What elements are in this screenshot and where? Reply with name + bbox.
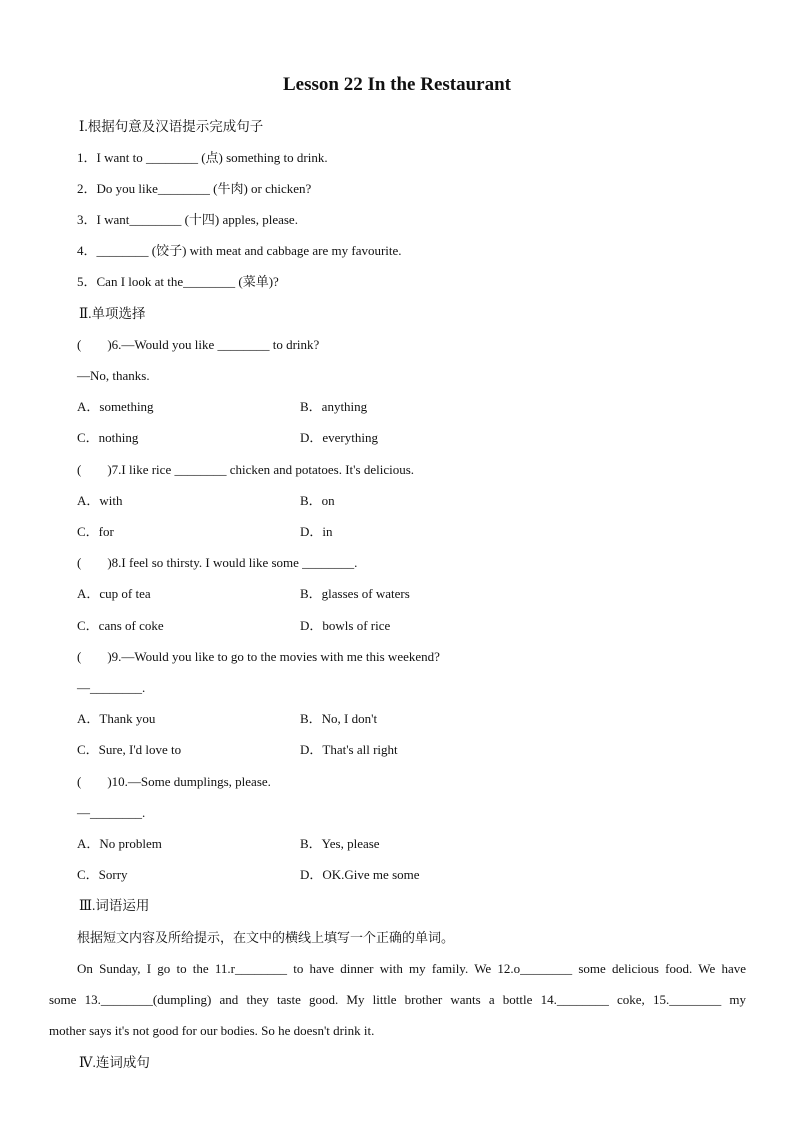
q9-option-c: C．Sure, I'd love to bbox=[77, 742, 182, 757]
q7-option-d: D．in bbox=[300, 524, 333, 539]
q7-option-c: C．for bbox=[77, 524, 114, 539]
page-title: Lesson 22 In the Restaurant bbox=[282, 74, 512, 95]
q9-option-a: A．Thank you bbox=[77, 711, 156, 726]
section-4-heading: Ⅳ.连词成句 bbox=[79, 1055, 150, 1070]
part3-passage-line-1: On Sunday, I go to the 11.r________ to have dinner with my family. We 12.o________ some delicious food. We have bbox=[77, 961, 746, 976]
part3-passage-line-3: mother says it's not good for our bodies. So he doesn't drink it. bbox=[49, 1023, 375, 1038]
section-3-heading: Ⅲ.词语运用 bbox=[79, 898, 150, 913]
part3-passage-line-2: some 13.________(dumpling) and they taste good. My little brother wants a bottle 14.________ coke, 15.________ my bbox=[49, 992, 746, 1007]
q8-option-d: D．bowls of rice bbox=[300, 618, 391, 633]
part3-instruction: 根据短文内容及所给提示，在文中的横线上填写一个正确的单词。 bbox=[77, 930, 455, 945]
q6-option-b: B．anything bbox=[300, 399, 368, 414]
q8-stem: ( )8.I feel so thirsty. I would like some ________. bbox=[77, 555, 358, 570]
q10-option-a: A．No problem bbox=[77, 836, 162, 851]
part1-item-3: 3．I want________ (十四) apples, please. bbox=[77, 212, 298, 227]
q6-option-c: C．nothing bbox=[77, 430, 139, 445]
section-2-heading: Ⅱ.单项选择 bbox=[79, 306, 146, 321]
q7-option-a: A．with bbox=[77, 493, 123, 508]
q10-option-d: D．OK.Give me some bbox=[300, 867, 420, 882]
q8-option-a: A．cup of tea bbox=[77, 586, 151, 601]
q6-option-a: A．something bbox=[77, 399, 154, 414]
q10-reply: —________. bbox=[77, 805, 146, 820]
part1-item-5: 5．Can I look at the________ (菜单)? bbox=[77, 274, 279, 289]
q9-reply: —________. bbox=[77, 680, 146, 695]
q7-stem: ( )7.I like rice ________ chicken and potatoes. It's delicious. bbox=[77, 462, 415, 477]
q10-option-c: C．Sorry bbox=[77, 867, 128, 882]
section-1-heading: Ⅰ.根据句意及汉语提示完成句子 bbox=[79, 119, 264, 134]
part1-item-4: 4．________ (饺子) with meat and cabbage are my favourite. bbox=[77, 243, 402, 258]
q6-stem: ( )6.—Would you like ________ to drink? bbox=[77, 337, 320, 352]
q9-option-d: D．That's all right bbox=[300, 742, 398, 757]
q7-option-b: B．on bbox=[300, 493, 335, 508]
q10-stem: ( )10.—Some dumplings, please. bbox=[77, 774, 271, 789]
q9-stem: ( )9.—Would you like to go to the movies with me this weekend? bbox=[77, 649, 440, 664]
q6-reply: —No, thanks. bbox=[77, 368, 150, 383]
q8-option-b: B．glasses of waters bbox=[300, 586, 410, 601]
q10-option-b: B．Yes, please bbox=[300, 836, 380, 851]
q8-option-c: C．cans of coke bbox=[77, 618, 164, 633]
part1-item-2: 2．Do you like________ (牛肉) or chicken? bbox=[77, 181, 312, 196]
q6-option-d: D．everything bbox=[300, 430, 378, 445]
part1-item-1: 1．I want to ________ (点) something to drink. bbox=[77, 150, 328, 165]
q9-option-b: B．No, I don't bbox=[300, 711, 378, 726]
